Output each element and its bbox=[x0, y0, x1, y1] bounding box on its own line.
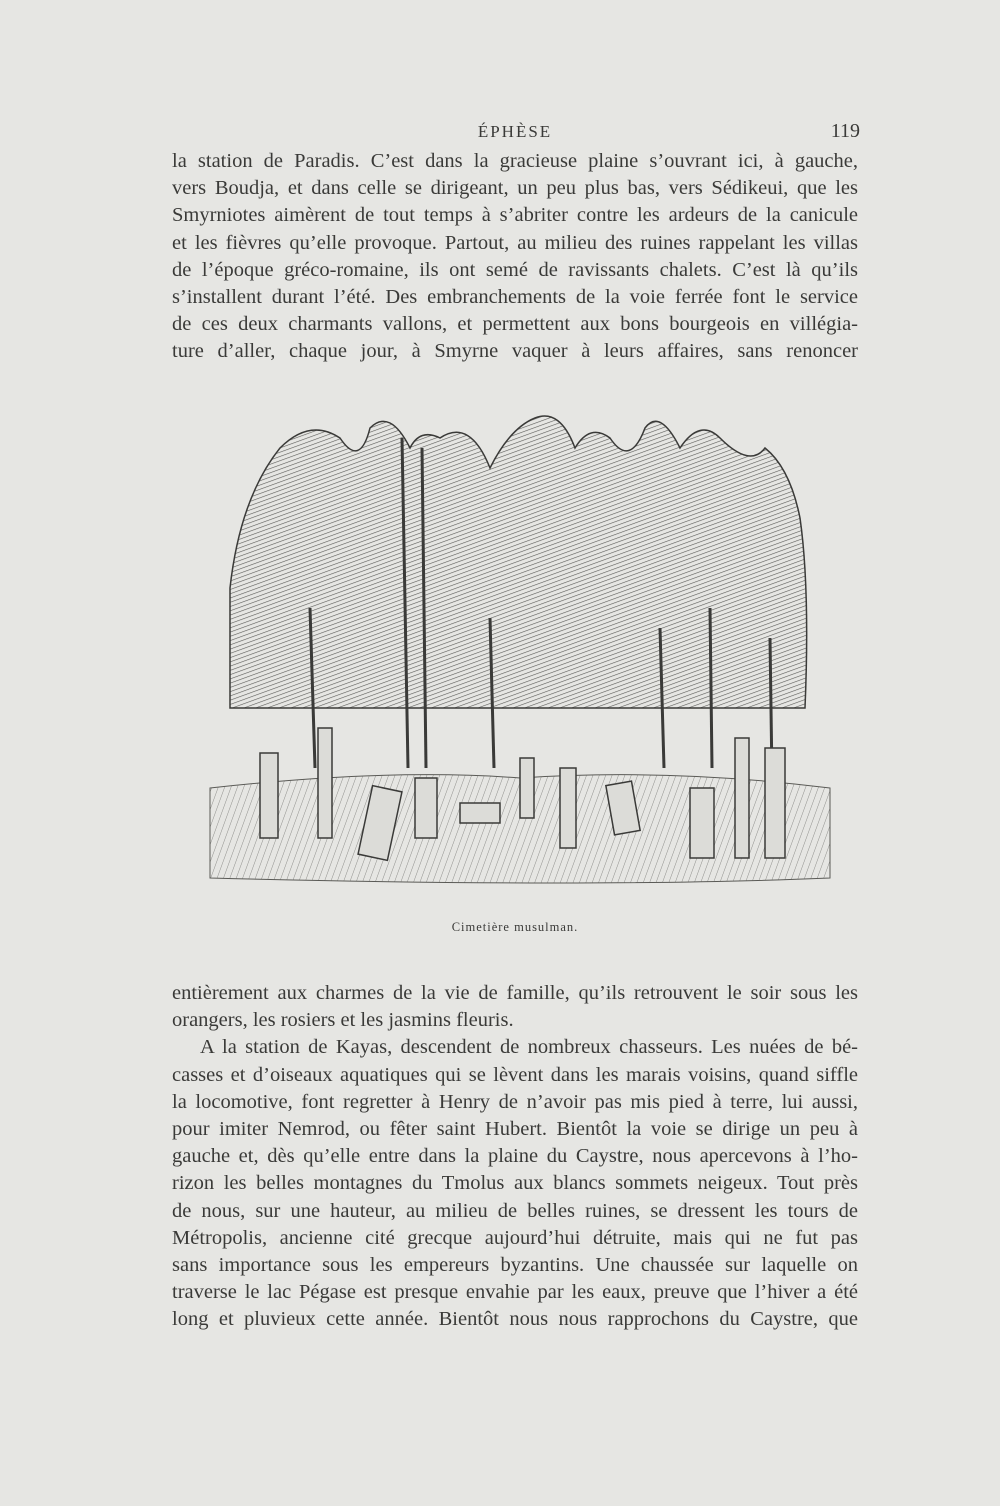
text-line: traverse le lac Pégase est presque envahie par les eaux, preuve que l’hiver a été bbox=[172, 1281, 858, 1304]
text-line: la station de Paradis. C’est dans la gracieuse plaine s’ouvrant ici, à gauche, bbox=[172, 150, 858, 172]
text-line: la locomotive, font regretter à Henry de n’avoir pas mis pied à terre, lui aussi, bbox=[172, 1090, 858, 1113]
running-title: ÉPHÈSE bbox=[477, 122, 553, 141]
figure-caption: Cimetière musulman. bbox=[451, 920, 579, 934]
text-line: gauche et, dès qu’elle entre dans la plaine du Caystre, nous apercevons à l’ho- bbox=[172, 1145, 858, 1168]
text-line: entièrement aux charmes de la vie de famille, qu’ils retrouvent le soir sous les bbox=[172, 982, 858, 1004]
text-line: de ces deux charmants vallons, et permettent aux bons bourgeois en villégia- bbox=[172, 313, 858, 336]
continuation-paragraph bbox=[172, 980, 858, 1034]
text-line: et les fièvres qu’elle provoque. Partout, au milieu des ruines rappelant les villas bbox=[172, 231, 858, 254]
text-line: pour imiter Nemrod, ou fêter saint Hubert. Bientôt la voie se dirige un peu à bbox=[172, 1118, 858, 1141]
text-line: casses et d’oiseaux aquatiques qui se lèvent dans les marais voisins, quand siffle bbox=[172, 1063, 858, 1086]
text-line: rizon les belles montagnes du Tmolus aux blancs sommets neigeux. Tout près bbox=[172, 1172, 858, 1195]
bottom-text bbox=[172, 980, 858, 1334]
top-paragraph bbox=[172, 148, 858, 366]
text-line: de l’époque gréco-romaine, ils ont semé de ravissants chalets. C’est là qu’ils bbox=[172, 258, 858, 281]
cemetery-engraving bbox=[190, 408, 850, 898]
text-line: sans importance sous les empereurs byzantins. Une chaussée sur laquelle on bbox=[172, 1254, 858, 1277]
engraving-illustration bbox=[190, 408, 850, 898]
text-line: orangers, les rosiers et les jasmins fleuris. bbox=[172, 1009, 514, 1032]
text-line: Métropolis, ancienne cité grecque aujourd’hui détruite, mais qui ne fut pas bbox=[172, 1226, 858, 1249]
kayas-paragraph bbox=[172, 1034, 858, 1333]
text-line: vers Boudja, et dans celle se dirigeant, un peu plus bas, vers Sédikeui, que les bbox=[172, 177, 858, 200]
text-line: ture d’aller, chaque jour, à Smyrne vaquer à leurs affaires, sans renoncer bbox=[172, 340, 858, 363]
text-line: long et pluvieux cette année. Bientôt nous nous rapprochons du Caystre, que bbox=[172, 1308, 858, 1331]
cypress-trees bbox=[230, 416, 807, 708]
text-line: s’installent durant l’été. Des embranchements de la voie ferrée font le service bbox=[172, 286, 858, 309]
text-line: Smyrniotes aimèrent de tout temps à s’abriter contre les ardeurs de la canicule bbox=[172, 204, 858, 227]
text-line: A la station de Kayas, descendent de nombreux chasseurs. Les nuées de bé- bbox=[200, 1036, 858, 1059]
page-number: 119 bbox=[830, 120, 860, 142]
running-head bbox=[170, 120, 860, 150]
text-line: de nous, sur une hauteur, au milieu de belles ruines, se dressent les tours de bbox=[172, 1199, 858, 1222]
